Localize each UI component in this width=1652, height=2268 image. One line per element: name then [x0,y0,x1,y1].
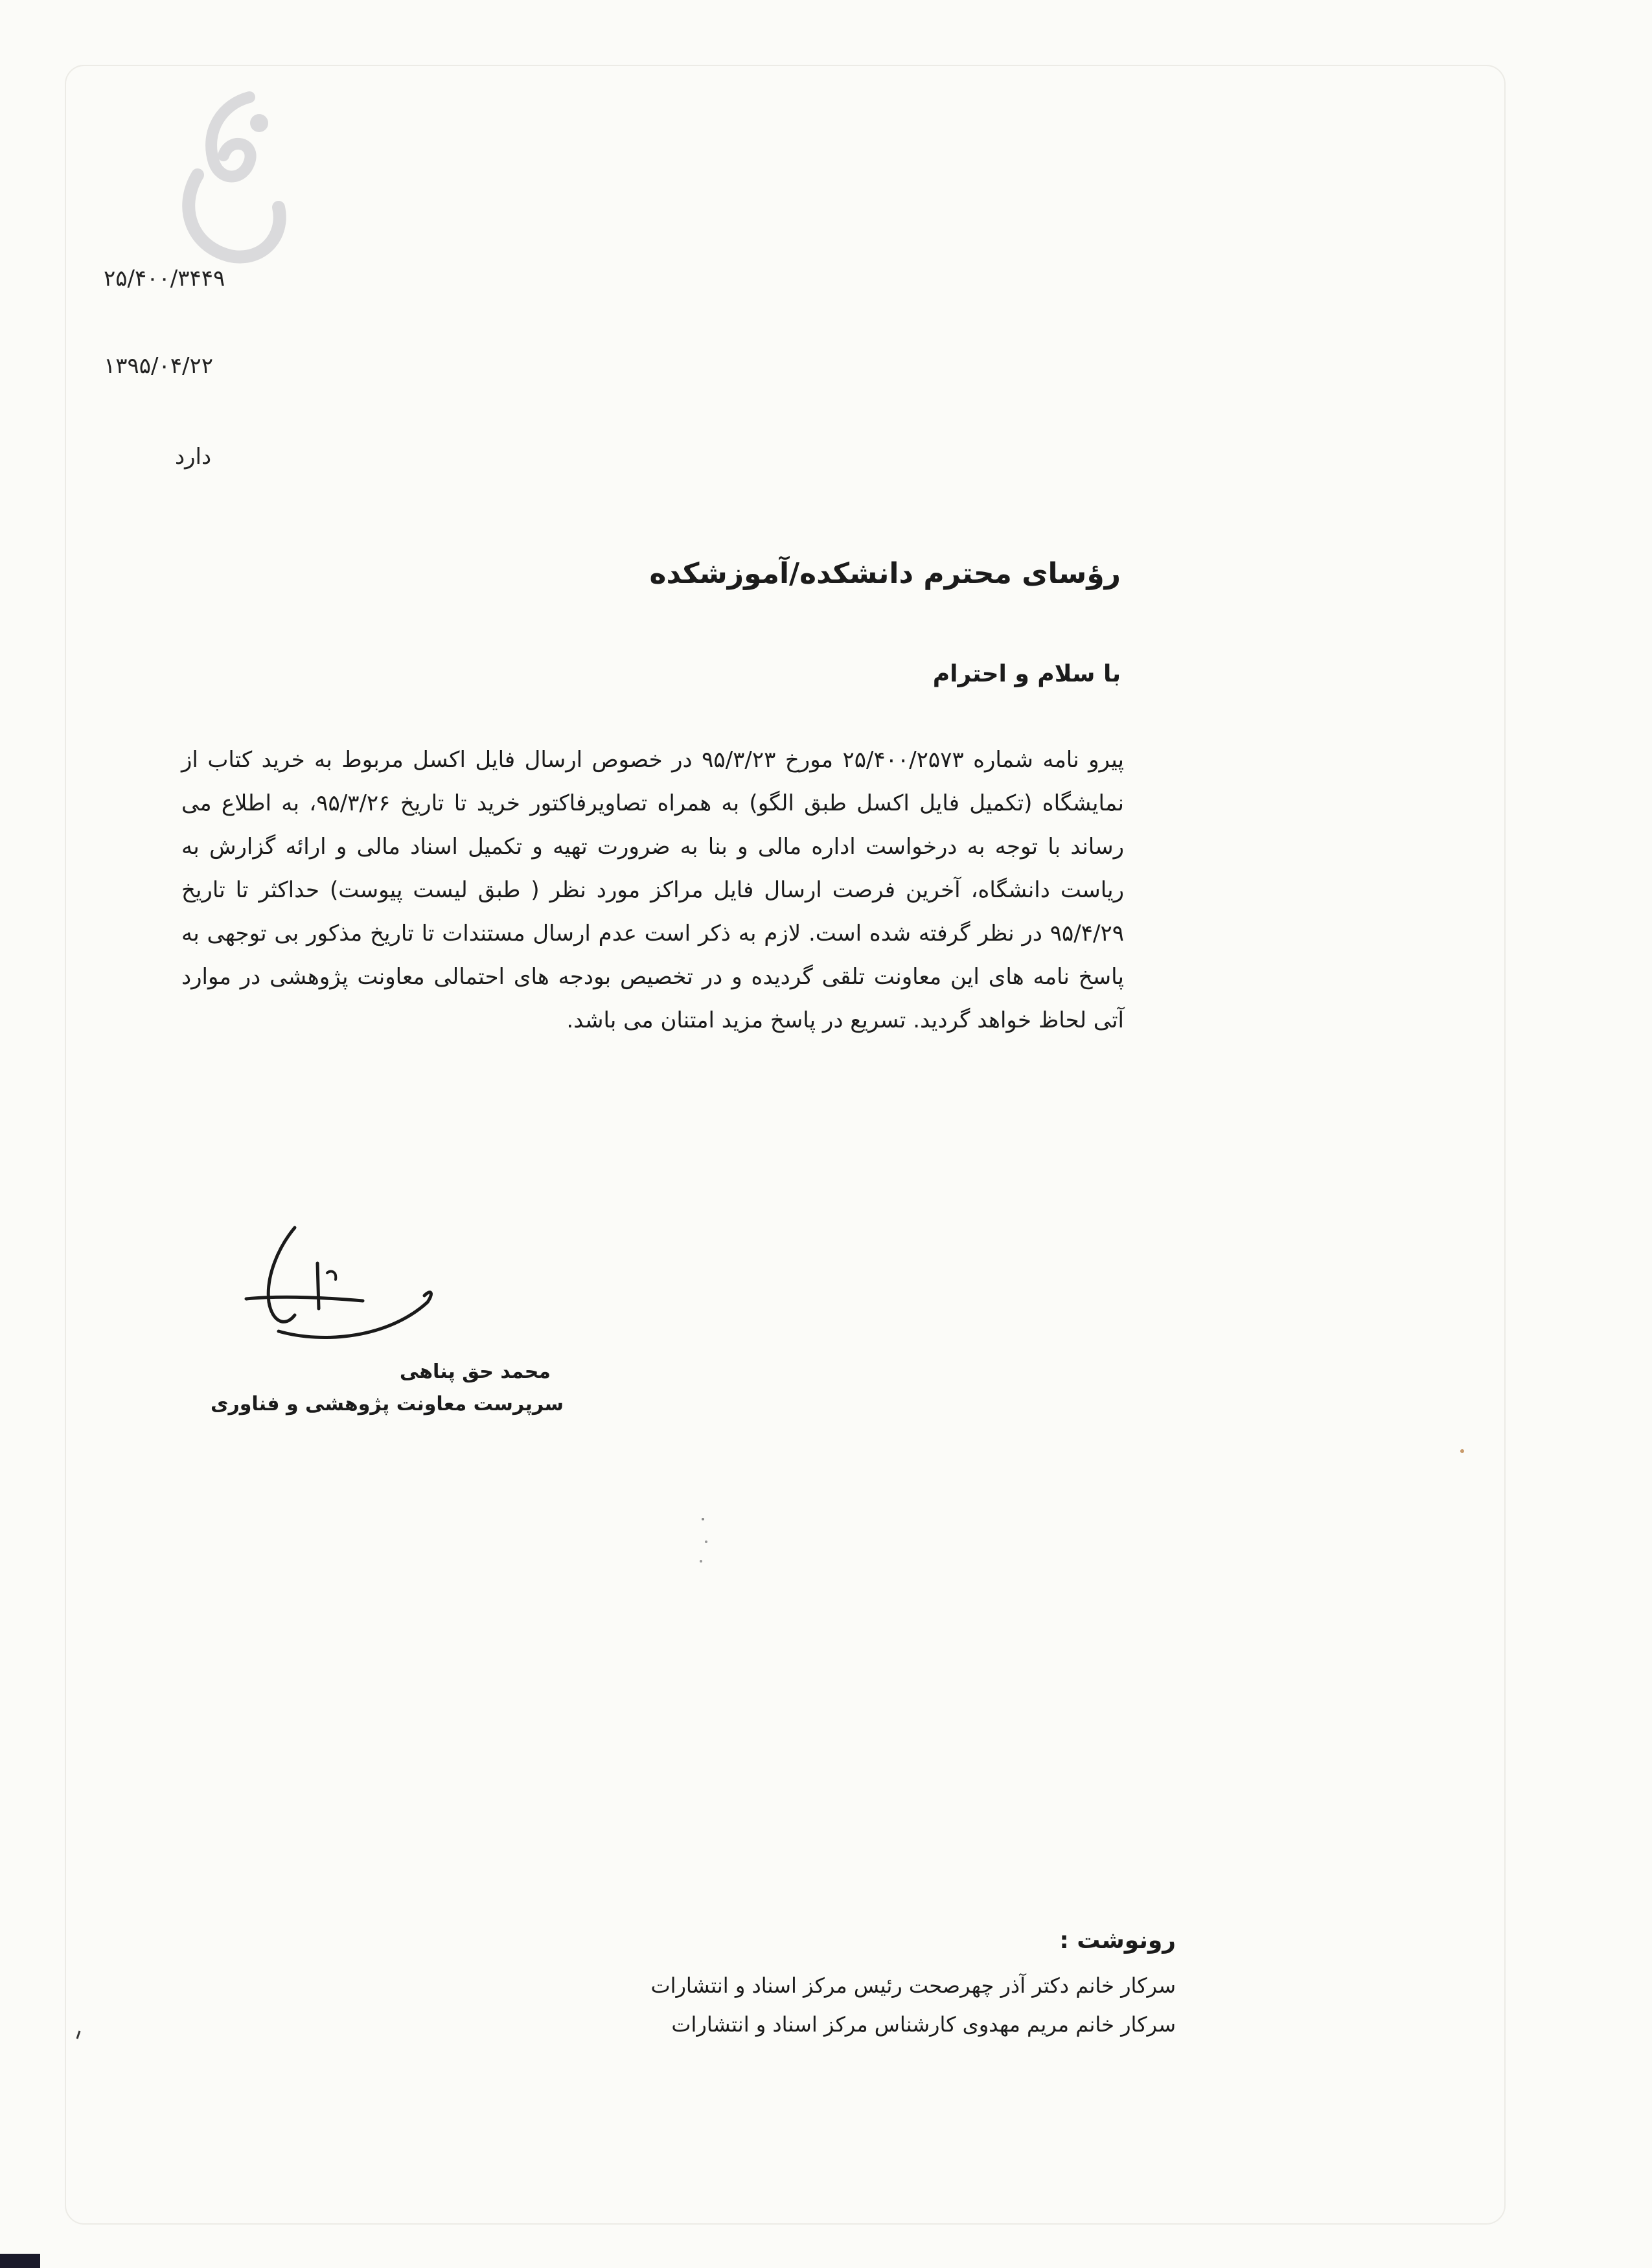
cc-item: سرکار خانم دکتر آذر چهرصحت رئیس مرکز اسناد و انتشارات [650,1973,1176,1998]
cc-heading: رونوشت : [1059,1927,1176,1954]
letter-attachment: دارد [175,444,212,470]
university-logo-watermark [152,84,301,279]
letter-date: ۱۳۹۵/۰۴/۲۲ [104,353,214,379]
letter-number: ۲۵/۴۰۰/۳۴۴۹ [104,266,225,292]
signer-title: سرپرست معاونت پژوهشی و فناوری [210,1393,564,1415]
letter-body: پیرو نامه شماره ۲۵/۴۰۰/۲۵۷۳ مورخ ۹۵/۳/۲۳ در خصوص ارسال فایل اکسل مربوط به خرید کتاب از نمایشگاه (تکمیل فایل اکسل طبق الگو) به همراه تصاویرفاکتور خرید تا تاریخ ۹۵/۳/۲۶، به اطلاع می رساند با توجه به درخواست اداره مالی و بنا به ضرورت تهیه و تکمیل اسناد مالی و ارائه گزارش به ریاست دانشگاه، آخرین فرصت ارسال فایل مراکز مورد نظر ( طبق لیست پیوست) حداکثر تا تاریخ ۹۵/۴/۲۹ در نظر گرفته شده است. لازم به ذکر است عدم ارسال مستندات تا تاریخ مذکور بی توجهی به پاسخ نامه های این معاونت تلقی گردیده و در تخصیص بودجه های احتمالی معاونت پژوهشی در موارد آتی لحاظ خواهد گردید. تسریع در پاسخ مزید امتنان می باشد. [181,747,1124,1033]
greeting: با سلام و احترام [932,661,1121,687]
scan-corner-tag [0,2254,40,2268]
cc-item: سرکار خانم مریم مهدوی کارشناس مرکز اسناد و انتشارات [671,2012,1176,2037]
recipient-heading: رؤسای محترم دانشکده/آموزشکده [649,557,1121,590]
cc-list [528,1966,1176,2044]
page-border [65,65,1506,2225]
handwritten-signature [240,1224,447,1354]
signer-name: محمد حق پناهی [399,1360,551,1383]
